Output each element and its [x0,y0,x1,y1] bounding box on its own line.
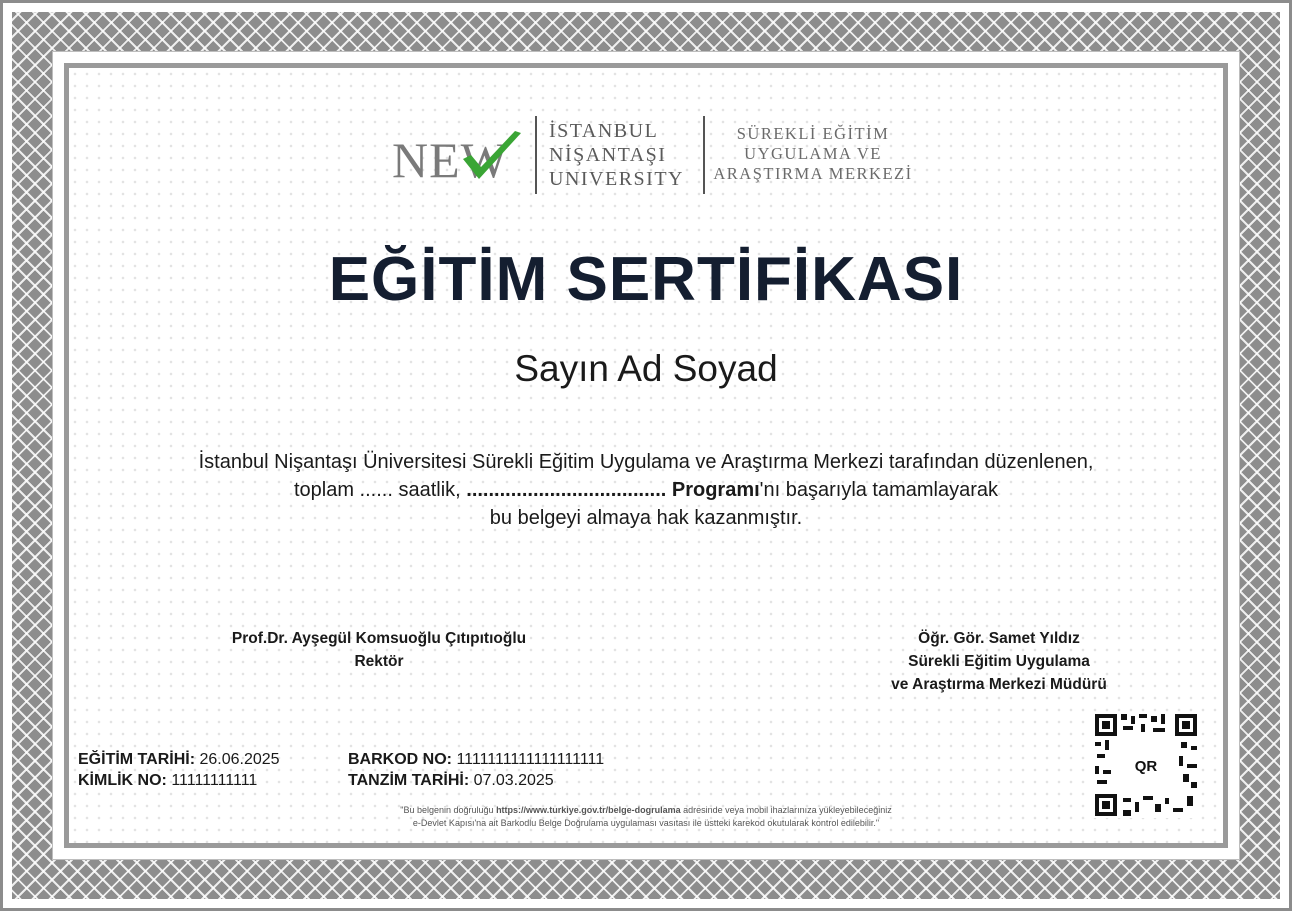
barcode-number: BARKOD NO: 1111111111111111111 [348,751,605,768]
signature-left [129,627,629,673]
logo-mark-text: NEW [392,132,509,188]
certificate-content [64,63,1228,848]
verification-note: "Bu belgenin doğruluğu https://www.turkiye.gov.tr/belge-dogrulama adresinde veya mobil ihazlarınıza yükleyebileceğiniz e-Devlet Kapısı'na ait Barkodlu Belge Doğrulama uygulaması vasıtası ile üstteki karekod okutularak kontrol edilebilir." [400,805,892,828]
issue-date: TANZİM TARİHİ: 07.03.2025 [348,772,554,789]
center-name: SÜREKLİ EĞİTİM UYGULAMA VE ARAŞTIRMA MERKEZİ [713,124,913,183]
certificate-body [69,448,1223,532]
recipient-name: Sayın Ad Soyad [514,348,778,389]
body-line-1: İstanbul Nişantaşı Üniversitesi Sürekli Eğitim Uygulama ve Araştırma Merkezi tarafından düzenlenen, [198,451,1094,473]
details-right [348,749,604,791]
signer-title: Rektör [354,653,404,670]
check-icon [457,129,527,185]
qr-label: QR [1134,758,1158,775]
signer-title: ve Araştırma Merkezi Müdürü [891,676,1107,693]
certificate-title: EĞİTİM SERTİFİKASI [328,245,964,314]
training-date: EĞİTİM TARİHİ: 26.06.2025 [78,751,280,768]
signer-title: Sürekli Eğitim Uygulama [908,653,1090,670]
qr-code-icon [1093,712,1199,818]
university-name: İSTANBUL NİŞANTAŞI UNIVERSITY [549,120,684,190]
body-line-3: bu belgeyi almaya hak kazanmıştır. [489,507,803,529]
body-line-2: toplam ...... saatlik, .................................... Programı'nı başarıyla tamamlayarak [293,479,999,501]
signature-right [799,627,1199,696]
certificate-panel [52,51,1240,860]
logo-divider [535,116,537,194]
logo-divider [703,116,705,194]
details-left [78,749,280,791]
signer-name: Öğr. Gör. Samet Yıldız [918,630,1080,647]
signer-name: Prof.Dr. Ayşegül Komsuoğlu Çıtıpıtıoğlu [231,630,527,647]
id-number: KİMLİK NO: 11111111111 [78,772,258,789]
